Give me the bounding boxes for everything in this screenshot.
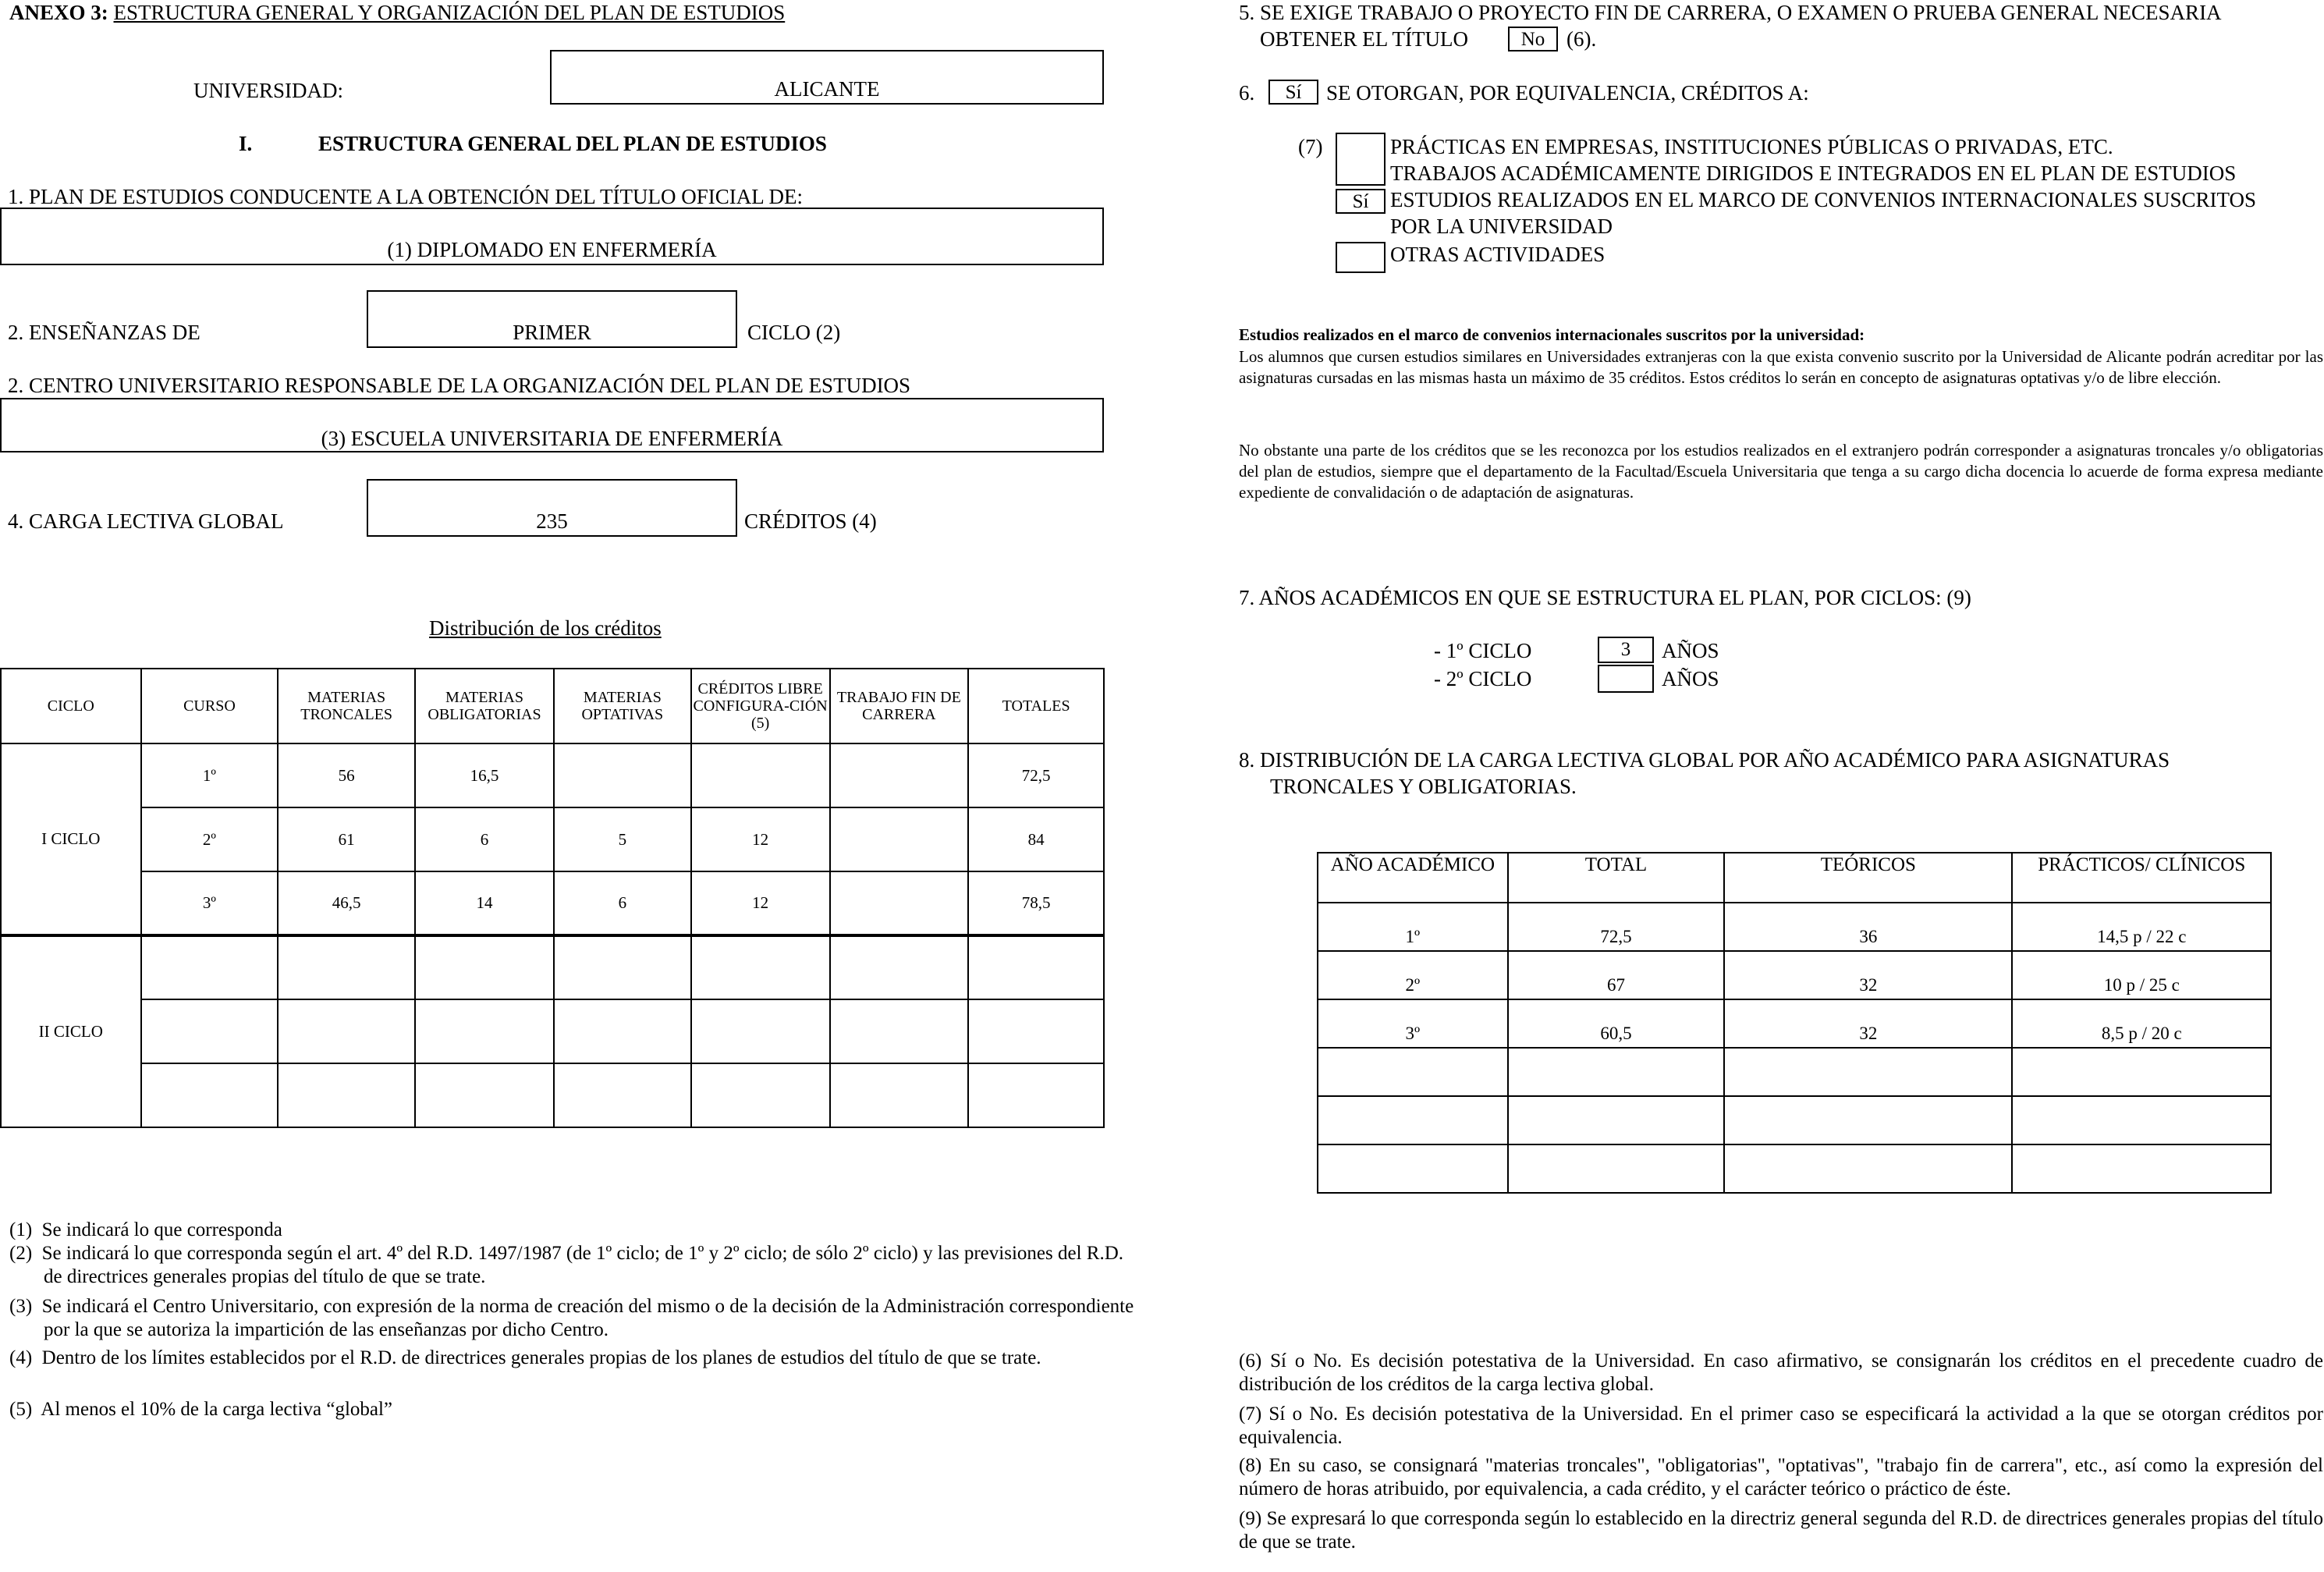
question-4-label: 4. CARGA LECTIVA GLOBAL [8, 509, 284, 533]
table-cell [554, 743, 691, 807]
footnote: (9) Se expresará lo que corresponda según lo establecido en la directriz general segunda del R.D. de directrices generales propias del título de que se trate. [1239, 1508, 2323, 1552]
carga-suffix: CRÉDITOS (4) [744, 509, 877, 533]
header-total: TOTAL [1508, 853, 1724, 903]
table-cell [415, 999, 554, 1063]
table-cell: 84 [968, 807, 1104, 871]
table-cell [1508, 1096, 1724, 1144]
distribution-title: Distribución de los créditos [429, 616, 662, 640]
table-cell: 1º [141, 743, 279, 807]
footnote [9, 1347, 1136, 1370]
convenios-paragraph-1: Los alumnos que cursen estudios similares en Universidades extranjeras con la que exista convenio suscrito por la Universidad de Alicante podrán acreditar por las asignaturas cursadas en las mismas hasta un máximo de 35 créditos. Estos créditos lo serán en concepto de asignaturas optativas y/o de libre elección. [1239, 347, 2323, 387]
table-cell: 72,5 [968, 743, 1104, 807]
footnote-text: Se indicará el Centro Universitario, con expresión de la norma de creación del mismo o de la decisión de la Administración correspondiente por la que se autoriza la impartición de las enseñanzas por dicho Centro. [41, 1296, 1134, 1340]
table-cell [278, 1063, 415, 1127]
section-title: ESTRUCTURA GENERAL DEL PLAN DE ESTUDIOS [318, 132, 827, 155]
table-row [1318, 1048, 2271, 1096]
table-cell: 16,5 [415, 743, 554, 807]
table-cell [830, 935, 969, 999]
question-7-title: 7. AÑOS ACADÉMICOS EN QUE SE ESTRUCTURA EL PLAN, POR CICLOS: (9) [1239, 586, 1971, 609]
header-curso: CURSO [141, 669, 279, 743]
university-field [550, 50, 1104, 105]
header-ano-academico: AÑO ACADÉMICO [1318, 853, 1508, 903]
table-cell [554, 1063, 691, 1127]
header-optativas: MATERIAS OPTATIVAS [554, 669, 691, 743]
option-label-convenios: ESTUDIOS REALIZADOS EN EL MARCO DE CONVENIOS INTERNACIONALES SUSCRITOS [1390, 188, 2257, 211]
table-cell [830, 871, 969, 935]
table-cell: 14,5 p / 22 c [2012, 903, 2271, 951]
table-cell [1724, 1096, 2012, 1144]
table-cell [968, 935, 1104, 999]
table-cell [554, 999, 691, 1063]
header-obligatorias: MATERIAS OBLIGATORIAS [415, 669, 554, 743]
question-1-label: 1. PLAN DE ESTUDIOS CONDUCENTE A LA OBTENCIÓN DEL TÍTULO OFICIAL DE: [8, 185, 803, 208]
ciclo-1-anos: AÑOS [1662, 639, 1719, 662]
ciclo-suffix: CICLO (2) [747, 321, 841, 344]
table-cell [691, 999, 830, 1063]
annex-title: ESTRUCTURA GENERAL Y ORGANIZACIÓN DEL PLAN DE ESTUDIOS [113, 1, 786, 24]
table-cell [691, 743, 830, 807]
table-cell [415, 935, 554, 999]
option-checkbox-convenios: Sí [1336, 189, 1386, 214]
table-header-row [1, 669, 1104, 743]
table-cell: 67 [1508, 951, 1724, 999]
footnote-text: Se indicará lo que corresponda según el art. 4º del R.D. 1497/1987 (de 1º ciclo; de 1º y 2º ciclo; de sólo 2º ciclo) y las previsiones del R.D. de directrices generales propias del título de que se trate. [41, 1243, 1123, 1287]
convenios-paragraph-2: No obstante una parte de los créditos que se les reconozca por los estudios realizados en el extranjero podrán corresponder a asignaturas troncales y/o obligatorias del plan de estudios, siempre que el departamento de la Facultad/Escuela Universitaria que tenga a su cargo dicha docencia lo acuerde de forma expresa mediante expediente de convalidación o de adaptación de asignaturas. [1239, 441, 2323, 502]
table-cell [968, 1063, 1104, 1127]
table-cell: 36 [1724, 903, 2012, 951]
table-cell: 2º [1318, 951, 1508, 999]
table-row [1, 743, 1104, 807]
ciclo-2-cell: II CICLO [1, 935, 141, 1127]
question-3-label: 2. CENTRO UNIVERSITARIO RESPONSABLE DE LA ORGANIZACIÓN DEL PLAN DE ESTUDIOS [8, 374, 911, 397]
table-cell [1318, 1096, 1508, 1144]
ciclo-2-anos: AÑOS [1662, 667, 1719, 690]
ciclo-1-cell: I CICLO [1, 743, 141, 935]
table-cell [830, 1063, 969, 1127]
table-cell: 72,5 [1508, 903, 1724, 951]
table-row [1, 807, 1104, 871]
table-cell [691, 935, 830, 999]
footnote-text: Se indicará lo que corresponda [41, 1219, 282, 1240]
table-cell [2012, 1096, 2271, 1144]
header-totales: TOTALES [968, 669, 1104, 743]
table-row [1, 999, 1104, 1063]
table-cell [1508, 1144, 1724, 1193]
table-cell: 32 [1724, 951, 2012, 999]
table-row [1, 1063, 1104, 1127]
table-row [1318, 951, 2271, 999]
table-cell: 12 [691, 807, 830, 871]
table-cell [968, 999, 1104, 1063]
title-field [0, 208, 1104, 265]
annex-heading [9, 0, 785, 25]
table-cell: 10 p / 25 c [2012, 951, 2271, 999]
table-header-row [1318, 853, 2271, 903]
table-cell [2012, 1048, 2271, 1096]
question-5-line-2: OBTENER EL TÍTULO [1260, 27, 1468, 51]
table-cell: 32 [1724, 999, 2012, 1048]
question-7-marker: (7) [1298, 135, 1323, 158]
table-row [1, 935, 1104, 999]
footnote-number: (5) [9, 1399, 33, 1420]
header-troncales: MATERIAS TRONCALES [278, 669, 415, 743]
ciclo-1-years-box: 3 [1598, 637, 1654, 663]
footnote [9, 1398, 1102, 1421]
footnote [9, 1295, 1136, 1342]
table-row [1318, 1096, 2271, 1144]
table-cell [830, 999, 969, 1063]
table-cell: 56 [278, 743, 415, 807]
footnote: (8) En su caso, se consignará "materias troncales", "obligatorias", "optativas", "trabajo fin de carrera", etc., así como la expresión del número de horas atribuido, por equivalencia, a cada crédito, y el carácter teórico o práctico de éste. [1239, 1455, 2323, 1499]
option-label-practicas: PRÁCTICAS EN EMPRESAS, INSTITUCIONES PÚBLICAS O PRIVADAS, ETC. [1390, 135, 2113, 158]
table-cell [415, 1063, 554, 1127]
table-cell: 60,5 [1508, 999, 1724, 1048]
table-cell [830, 743, 969, 807]
footnote-number: (3) [9, 1296, 33, 1317]
ciclo-field [367, 290, 737, 348]
carga-field [367, 479, 737, 537]
table-cell: 3º [141, 871, 279, 935]
table-cell [830, 807, 969, 871]
question-5-suffix: (6). [1566, 27, 1597, 51]
option-label-convenios-cont: POR LA UNIVERSIDAD [1390, 215, 1613, 238]
footnote: (7) Sí o No. Es decisión potestativa de la Universidad. En el primer caso se especificará la actividad a la que se otorgan créditos por equivalencia. [1239, 1403, 2323, 1448]
carga-lectiva-table [1317, 852, 2272, 1194]
table-cell [1724, 1048, 2012, 1096]
question-6-number: 6. [1239, 81, 1255, 105]
footnote-number: (2) [9, 1243, 33, 1264]
table-cell [1318, 1144, 1508, 1193]
question-8-line-1: 8. DISTRIBUCIÓN DE LA CARGA LECTIVA GLOBAL POR AÑO ACADÉMICO PARA ASIGNATURAS [1239, 748, 2170, 772]
footnote: (6) Sí o No. Es decisión potestativa de la Universidad. En caso afirmativo, se consignarán los créditos en el precedente cuadro de distribución de los créditos de la carga lectiva global. [1239, 1350, 2323, 1395]
table-row [1318, 999, 2271, 1048]
university-label: UNIVERSIDAD: [193, 79, 343, 102]
carga-value: 235 [536, 509, 568, 533]
ciclo-value: PRIMER [513, 321, 591, 344]
table-cell [278, 999, 415, 1063]
table-cell [141, 1063, 279, 1127]
header-ciclo: CICLO [1, 669, 141, 743]
question-5-line-1: 5. SE EXIGE TRABAJO O PROYECTO FIN DE CARRERA, O EXAMEN O PRUEBA GENERAL NECESARIA [1239, 1, 2222, 24]
centro-value: (3) ESCUELA UNIVERSITARIA DE ENFERMERÍA [321, 427, 783, 450]
question-8-line-2: TRONCALES Y OBLIGATORIAS. [1270, 775, 1577, 798]
question-2-label: 2. ENSEÑANZAS DE [8, 321, 200, 344]
convenios-heading: Estudios realizados en el marco de convenios internacionales suscritos por la universidad: [1239, 325, 1865, 344]
section-number: I. [239, 132, 253, 155]
table-cell: 14 [415, 871, 554, 935]
footnote-number: (1) [9, 1219, 33, 1240]
table-cell: 8,5 p / 20 c [2012, 999, 2271, 1048]
table-cell: 46,5 [278, 871, 415, 935]
table-cell [1318, 1048, 1508, 1096]
header-libre-configuracion: CRÉDITOS LIBRE CONFIGURA-CIÓN (5) [691, 669, 830, 743]
credits-distribution-table [0, 668, 1105, 1128]
ciclo-1-label: - 1º CICLO [1434, 639, 1532, 662]
option-checkbox-practicas-trabajos [1336, 133, 1386, 186]
footnote [9, 1219, 1102, 1242]
option-label-otras: OTRAS ACTIVIDADES [1390, 243, 1606, 266]
centro-field [0, 398, 1104, 452]
table-cell: 78,5 [968, 871, 1104, 935]
footnote [9, 1242, 1136, 1289]
header-trabajo-fin: TRABAJO FIN DE CARRERA [830, 669, 969, 743]
ciclo-2-years-box [1598, 665, 1654, 693]
table-cell [141, 999, 279, 1063]
table-cell [691, 1063, 830, 1127]
footnote-number: (4) [9, 1347, 33, 1368]
footnote-text: Dentro de los límites establecidos por el R.D. de directrices generales propias de los planes de estudios del título de que se trate. [41, 1347, 1041, 1368]
option-label-trabajos: TRABAJOS ACADÉMICAMENTE DIRIGIDOS E INTEGRADOS EN EL PLAN DE ESTUDIOS [1390, 161, 2237, 185]
university-value: ALICANTE [774, 77, 880, 101]
equivalencia-checkbox: Sí [1268, 80, 1318, 105]
table-cell [2012, 1144, 2271, 1193]
header-practicos: PRÁCTICOS/ CLÍNICOS [2012, 853, 2271, 903]
table-cell: 1º [1318, 903, 1508, 951]
table-row [1, 871, 1104, 935]
annex-prefix: ANEXO 3: [9, 1, 108, 24]
table-cell: 6 [415, 807, 554, 871]
table-cell [1724, 1144, 2012, 1193]
table-cell: 3º [1318, 999, 1508, 1048]
trabajo-fin-checkbox: No [1508, 27, 1558, 51]
table-cell [1508, 1048, 1724, 1096]
option-checkbox-otras [1336, 242, 1386, 273]
table-cell: 5 [554, 807, 691, 871]
table-cell [278, 935, 415, 999]
title-value: (1) DIPLOMADO EN ENFERMERÍA [387, 238, 717, 261]
table-cell [141, 935, 279, 999]
table-cell [554, 935, 691, 999]
table-row [1318, 903, 2271, 951]
question-6-text: SE OTORGAN, POR EQUIVALENCIA, CRÉDITOS A: [1326, 81, 1809, 105]
table-cell: 2º [141, 807, 279, 871]
table-cell: 61 [278, 807, 415, 871]
header-teoricos: TEÓRICOS [1724, 853, 2012, 903]
table-cell: 6 [554, 871, 691, 935]
ciclo-2-label: - 2º CICLO [1434, 667, 1532, 690]
table-row [1318, 1144, 2271, 1193]
table-cell: 12 [691, 871, 830, 935]
footnote-text: Al menos el 10% de la carga lectiva “global” [41, 1399, 393, 1420]
